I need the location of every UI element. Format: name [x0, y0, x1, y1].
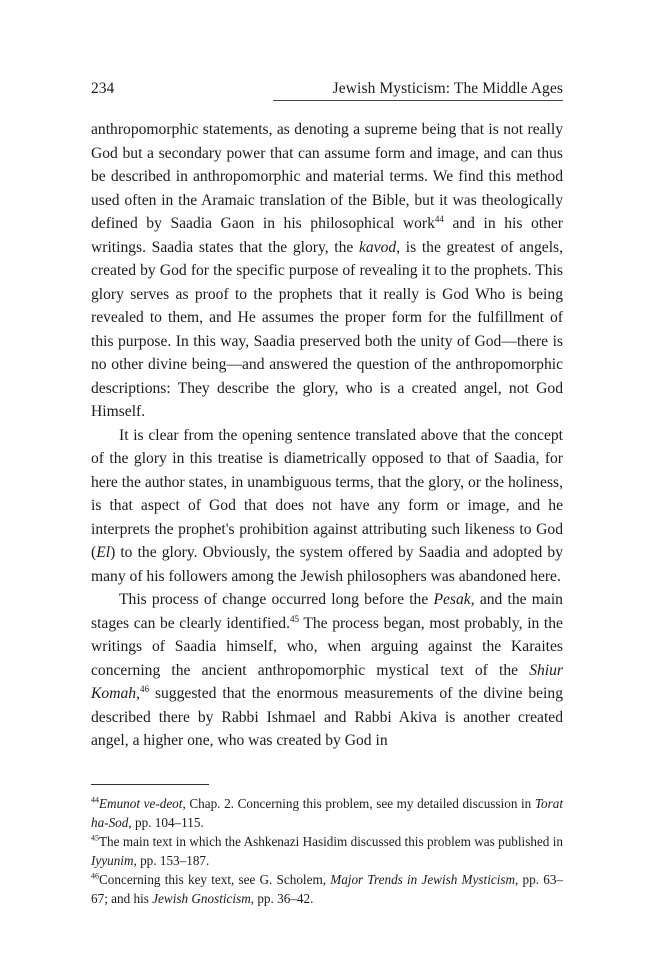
italic-term: Major Trends in Jewish Mysticism [330, 872, 516, 887]
footnote [91, 794, 563, 832]
text-run: The process began, most probably, in the writings of Saadia himself, who, when arguing against the Karaites concerning the ancient anthropomorphic mystical text of the [91, 614, 563, 679]
page-number: 234 [91, 80, 115, 97]
text-run: , pp. 104–115. [128, 815, 204, 830]
page-header [91, 79, 563, 105]
paragraph [91, 118, 563, 424]
text-run: , and the main stages can be clearly identified. [91, 591, 563, 632]
footnote-separator [91, 784, 209, 785]
footnotes [91, 794, 563, 908]
text-run: It is clear from the opening sentence translated above that the concept of the glory in this treatise is diametrically opposed to that of Saadia, for here the author states, in unambiguous terms, that the glory, or the holiness, is that aspect of God that does not have any form or image, and he interprets the prophet's prohibition against attributing such likeness to God ( [91, 426, 563, 561]
text-run: , pp. 36–42. [250, 891, 314, 906]
note-reference: 46 [139, 683, 149, 694]
text-run: , is the greatest of angels, created by God for the specific purpose of revealing it to the prophets. This glory serves as proof to the prophets that it really is God Who is being revealed to them, and He assumes the proper form for the fulfillment of this purpose. In this way, Saadia preserved both the unity of God—there is no other divine being—and answered the question of the anthropomorphic descriptions: They describe the glory, who is a created angel, not God Himself. [91, 238, 563, 420]
footnote [91, 832, 563, 870]
note-reference: 45 [91, 833, 99, 843]
text-run: suggested that the enormous measurements of the divine being described there by Rabbi Ishmael and Rabbi Akiva is another created angel, a higher one, who was created by God in [91, 685, 563, 749]
text-run: , [136, 685, 140, 702]
italic-term: Shiur Komah [91, 661, 563, 702]
text-run: , pp. 153–187. [133, 853, 210, 868]
italic-term: Pesak [433, 591, 471, 608]
text-run: ) to the glory. Obviously, the system offered by Saadia and adopted by many of his followers among the Jewish philosophers was abandoned here. [91, 544, 563, 585]
body-text [91, 118, 563, 753]
italic-term: kavod [359, 238, 397, 256]
italic-term: El [96, 544, 111, 561]
note-reference: 44 [434, 213, 444, 224]
text-run: anthropomorphic statements, as denoting a supreme being that is not really God but a secondary power that can assume form and image, and can thus be described in anthropomorphic and material terms. We find this method used often in the Aramaic translation of the Bible, but it was theologically defined by Saadia Gaon in his philosophical work [91, 121, 563, 232]
header-rule [273, 100, 563, 101]
text-run: , pp. 63–67; and his [91, 872, 564, 906]
note-reference: 44 [91, 795, 99, 805]
text-run: and in his other writings. Saadia states that the glory, the [91, 215, 563, 256]
italic-term: Torat ha-Sod [91, 796, 563, 830]
text-run: The main text in which the Ashkenazi Hasidim discussed this problem was published in [99, 834, 563, 849]
paragraph [91, 424, 563, 589]
text-run: This process of change occurred long before the [119, 591, 434, 608]
note-reference: 46 [91, 871, 99, 881]
text-run: Concerning this key text, see G. Scholem, [99, 872, 331, 887]
italic-term: Jewish Gnosticism [152, 891, 251, 906]
footnote [91, 870, 563, 908]
text-run: , Chap. 2. Concerning this problem, see my detailed discussion in [182, 796, 535, 811]
note-reference: 45 [290, 613, 299, 624]
paragraph [91, 588, 563, 753]
italic-term: Emunot ve-deot [99, 796, 183, 811]
italic-term: Iyyunim [91, 853, 134, 868]
running-title: Jewish Mysticism: The Middle Ages [332, 80, 563, 97]
